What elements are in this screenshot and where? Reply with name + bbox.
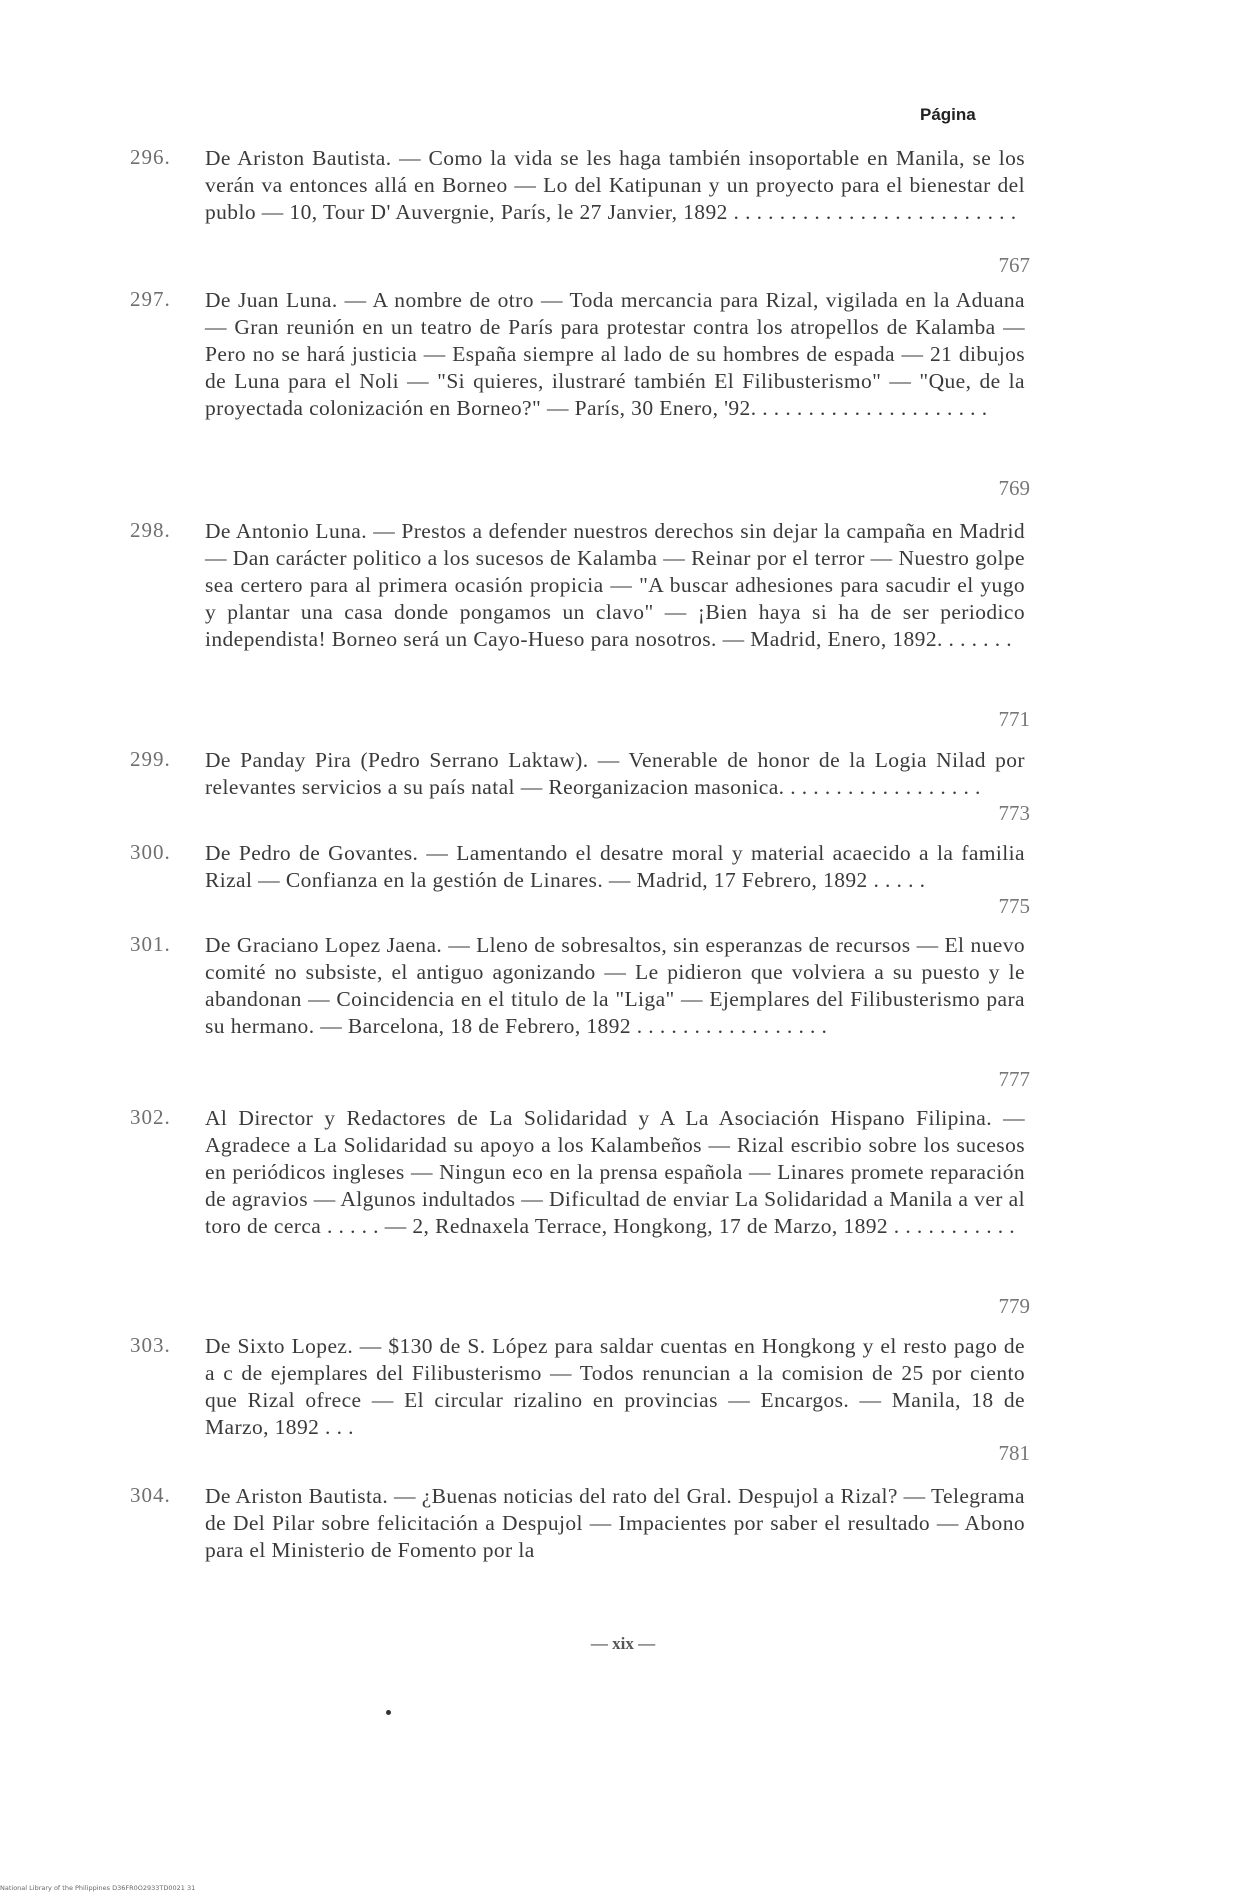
entry-number: 301. — [130, 932, 171, 956]
entry-number: 303. — [130, 1333, 171, 1357]
entry-number: 297. — [130, 287, 171, 311]
entry-text: Al Director y Redactores de La Solidaridad y A La Asociación Hispano Filipina. — Agradece a La Solidaridad su apoyo a los Kalambeños — Rizal escribio sobre los sucesos en periódicos ingleses — Ningun eco en la prensa española — Linares promete reparación de agravios — Algunos indultados — Dificultad de enviar La Solidaridad a Manila a ver al toro de cerca . . . . . — 2, Rednaxela Terrace, Hongkong, 17 de Marzo, 1892 . . . . . . . . . . . — [205, 1106, 1025, 1238]
entry-text: De Ariston Bautista. — Como la vida se les haga también insoportable en Manila, se los verán va entonces allá en Borneo — Lo del Katipunan y un proyecto para el bienestar del publo — 10, Tour D' Auvergnie, París, le 27 Janvier, 1892 . . . . . . . . . . . . . . . . . . . . . . . . . — [205, 146, 1025, 224]
entry-page: 771 — [998, 707, 1030, 731]
entry-page: 777 — [998, 1067, 1030, 1091]
entry-text: De Antonio Luna. — Prestos a defender nuestros derechos sin dejar la campaña en Madrid — Dan carácter politico a los sucesos de Kalamba — Reinar por el terror — Nuestro golpe sea certero para al primera ocasión propicia — "A buscar adhesiones para sacudir el yugo y plantar una casa donde pongamos un clavo" — ¡Bien haya si ha de ser periodico independista! Borneo será un Cayo-Hueso para nosotros. — Madrid, Enero, 1892. . . . . . . — [205, 519, 1025, 651]
page-column-header: Página — [920, 105, 976, 124]
entry-text: De Graciano Lopez Jaena. — Lleno de sobresaltos, sin esperanzas de recursos — El nuevo comité no subsiste, el antiguo agonizando — Le pidieron que volviera a su puesto y le abandonan — Coincidencia en el titulo de la "Liga" — Ejemplares del Filibusterismo para su hermano. — Barcelona, 18 de Febrero, 1892 . . . . . . . . . . . . . . . . . — [205, 933, 1025, 1038]
entry-text: De Pedro de Govantes. — Lamentando el desatre moral y material acaecido a la familia Rizal — Confianza en la gestión de Linares. — Madrid, 17 Febrero, 1892 . . . . . — [205, 841, 1025, 892]
entry-number: 304. — [130, 1483, 171, 1507]
entry-number: 298. — [130, 518, 171, 542]
entry-number: 300. — [130, 840, 171, 864]
entry-text: De Sixto Lopez. — $130 de S. López para saldar cuentas en Hongkong y el resto pago de a c de ejemplares del Filibusterismo — Todos renuncian a la comision de 25 por ciento que Rizal ofrece — El circular rizalino en provincias — Encargos. — Manila, 18 de Marzo, 1892 . . . — [205, 1334, 1025, 1439]
entry-page: 781 — [998, 1441, 1030, 1465]
entry-text: De Ariston Bautista. — ¿Buenas noticias del rato del Gral. Despujol a Rizal? — Telegrama de Del Pilar sobre felicitación a Despujol — Impacientes por saber el resultado — Abono para el Ministerio de Fomento por la — [205, 1484, 1025, 1562]
entry-page: 767 — [998, 253, 1030, 277]
entry-page: 773 — [998, 801, 1030, 825]
entry-page: 769 — [998, 476, 1030, 500]
library-footer-strip: National Library of the Philippines D36FR0O2933TD0021 31 — [0, 1884, 196, 1892]
entry-page: 779 — [998, 1294, 1030, 1318]
entry-page: 775 — [998, 894, 1030, 918]
entry-text: De Panday Pira (Pedro Serrano Laktaw). — Venerable de honor de la Logia Nilad por relevantes servicios a su país natal — Reorganizacion masonica. . . . . . . . . . . . . . . . . . — [205, 748, 1025, 799]
entry-number: 302. — [130, 1105, 171, 1129]
entry-number: 299. — [130, 747, 171, 771]
entry-text: De Juan Luna. — A nombre de otro — Toda mercancia para Rizal, vigilada en la Aduana — Gran reunión en un teatro de París para protestar contra los atropellos de Kalamba — Pero no se hará justicia — España siempre al lado de su hombres de espada — 21 dibujos de Luna para el Noli — "Si quieres, ilustraré también El Filibusterismo" — "Que, de la proyectada colonización en Borneo?" — París, 30 Enero, '92. . . . . . . . . . . . . . . . . . . . . — [205, 288, 1025, 420]
entry-number: 296. — [130, 145, 171, 169]
ink-dot — [386, 1710, 391, 1715]
page-number: — xix — — [590, 1634, 656, 1653]
